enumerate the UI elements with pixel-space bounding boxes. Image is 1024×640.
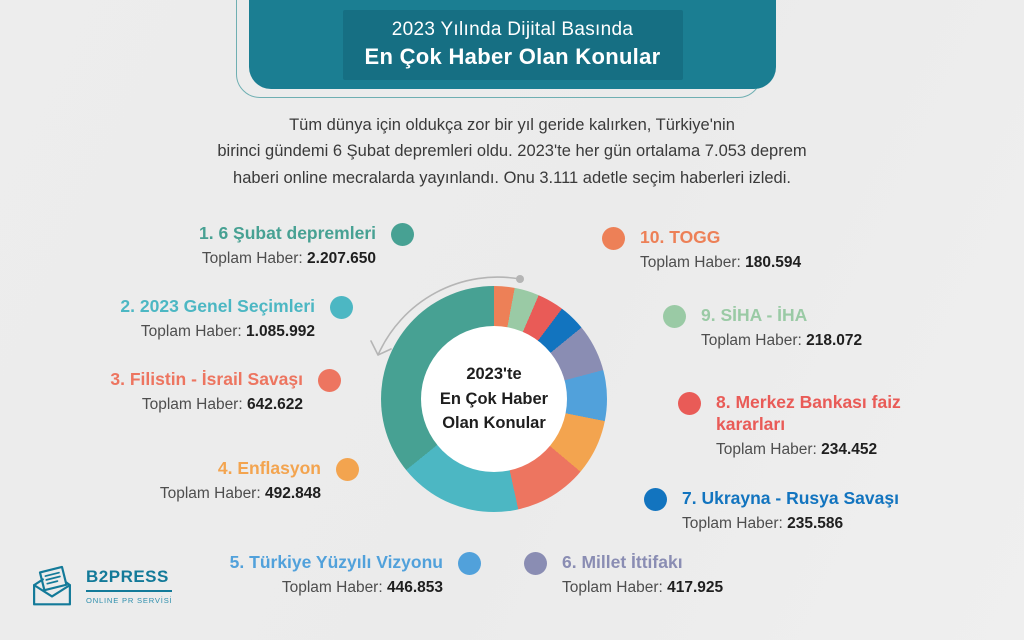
topic-dot [391,223,414,246]
topic-value [282,579,443,597]
value-prefix: Toplam Haber: [281,578,383,596]
value-prefix: Toplam Haber: [682,514,783,532]
topic-value [640,254,801,272]
center-label-line2: En Çok Haber [439,389,549,408]
topic-dot [663,305,686,328]
topic-dot [458,552,481,575]
topic-item-7 [644,488,899,533]
topic-dot [602,227,625,250]
topic-item-1 [199,223,414,268]
value-prefix: Toplam Haber: [201,249,303,267]
topic-item-9 [663,305,862,350]
topic-item-2 [120,296,353,341]
value-number: 218.072 [806,331,863,349]
value-prefix: Toplam Haber: [159,484,261,502]
topic-value [142,396,303,414]
topic-item-6 [524,552,723,597]
topic-dot [318,369,341,392]
intro-paragraph [0,112,1024,191]
logo-text-block [86,567,172,605]
topic-value [701,332,862,350]
value-prefix: Toplam Haber: [140,322,242,340]
value-number: 235.586 [787,514,844,532]
topic-item-10 [602,227,801,272]
center-label-line1: 2023'te [466,364,522,383]
topic-title: 5. Türkiye Yüzyılı Vizyonu [229,552,443,572]
value-prefix: Toplam Haber: [716,440,817,458]
center-label-line3: Olan Konular [442,414,546,433]
topic-value [716,441,877,459]
topic-title: 9. SİHA - İHA [701,305,808,325]
header-banner [249,0,776,89]
topic-dot [644,488,667,511]
topic-value [160,485,321,503]
value-prefix: Toplam Haber: [701,331,802,349]
topic-dot [524,552,547,575]
topic-title: 10. TOGG [640,227,721,247]
value-prefix: Toplam Haber: [640,253,741,271]
envelope-icon [28,563,76,609]
topic-title: 8. Merkez Bankası faiz kararları [716,392,901,434]
logo-tagline: ONLINE PR SERVİSİ [86,596,173,605]
header-subtitle: 2023 Yılında Dijital Basında [391,18,634,40]
topic-title: 6. Millet İttifakı [562,552,683,572]
value-number: 642.622 [246,395,303,413]
logo-divider [86,590,172,592]
topic-item-5 [230,552,481,597]
logo-name: B2PRESS [86,567,169,586]
topic-item-3 [110,369,341,414]
topic-title: 2. 2023 Genel Seçimleri [120,296,315,316]
chart-center-label [440,362,548,436]
topic-title: 1. 6 Şubat depremleri [198,223,376,243]
topic-title: 4. Enflasyon [217,458,321,478]
intro-line-2: birinci gündemi 6 Şubat depremleri oldu. 2023'te her gün ortalama 7.053 deprem [217,142,807,161]
topic-item-4 [160,458,359,503]
value-number: 2.207.650 [307,249,376,267]
value-prefix: Toplam Haber: [141,395,243,413]
value-number: 234.452 [821,440,878,458]
value-number: 446.853 [386,578,443,596]
topic-dot [330,296,353,319]
topic-title: 7. Ukrayna - Rusya Savaşı [682,488,899,508]
topic-value [202,250,376,268]
topic-value [682,515,843,533]
intro-line-1: Tüm dünya için oldukça zor bir yıl geride kalırken, Türkiye'nin [289,116,735,134]
topic-dot [678,392,701,415]
value-prefix: Toplam Haber: [562,578,663,596]
intro-line-3: haberi online mecralarda yayınlandı. Onu 3.111 adetle seçim haberleri izledi. [233,168,791,187]
value-number: 1.085.992 [246,322,315,340]
topic-item-8 [678,392,951,459]
b2press-logo [28,563,172,609]
donut-center [421,326,567,472]
value-number: 492.848 [264,484,321,502]
value-number: 417.925 [667,578,724,596]
page-title: En Çok Haber Olan Konular [364,43,661,69]
value-number: 180.594 [745,253,802,271]
donut-chart [381,286,607,512]
topic-dot [336,458,359,481]
topic-title: 3. Filistin - İsrail Savaşı [110,369,303,389]
topic-value [141,323,315,341]
topic-value [562,579,723,597]
header-title-box [343,10,683,80]
